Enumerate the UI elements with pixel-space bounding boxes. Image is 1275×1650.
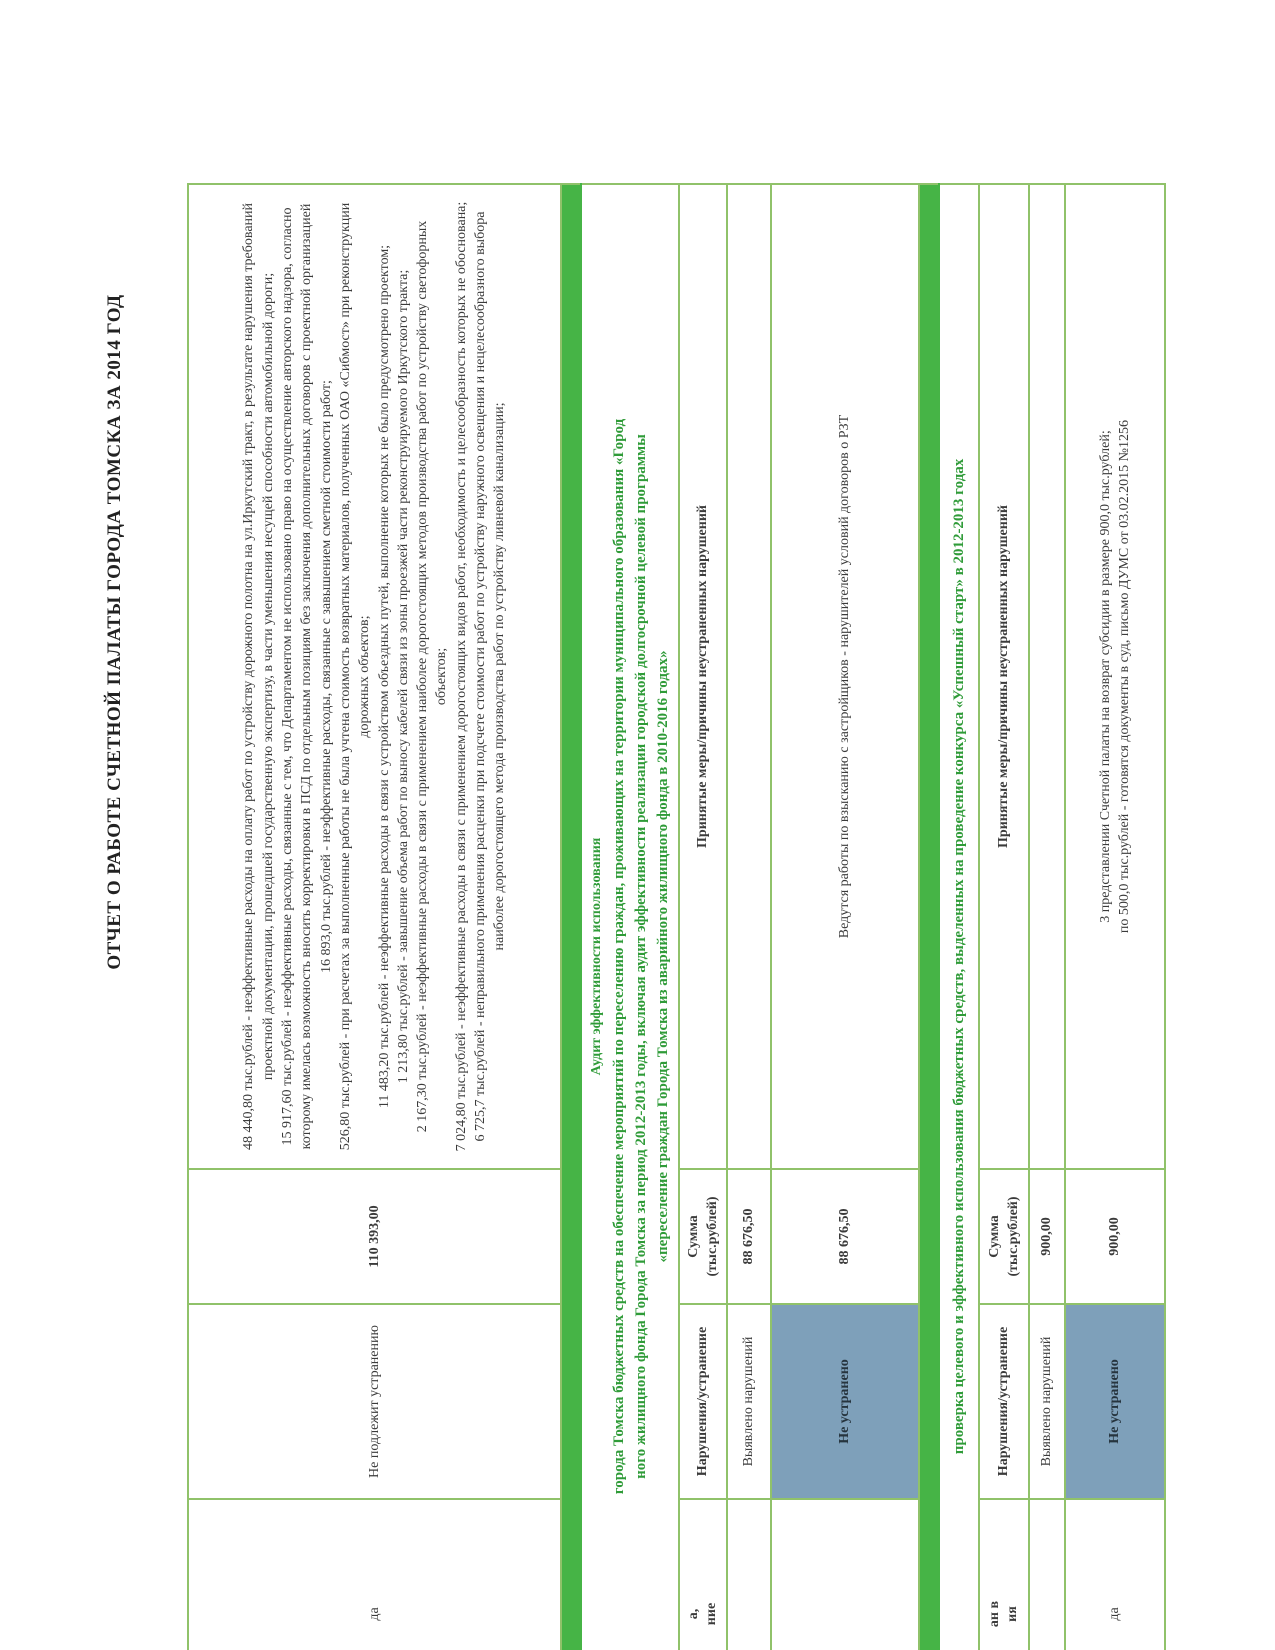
- audit-header-measures: Принятые меры/причины неустраненных нарушений: [679, 184, 727, 1169]
- section-separator-band: [919, 184, 939, 1650]
- measure-paragraph: 526,80 тыс.рублей - при расчетах за выполненные работы не была учтена стоимость возвратных материалов, полученных ОАО «Сибмост» при реконструкции дорожных объектов;: [337, 202, 373, 1151]
- audit-notfixed-label: Не устранено: [771, 1304, 919, 1499]
- measure-paragraph: 15 917,60 тыс.рублей - неэффективные расходы, связанные с тем, что Департаментом не использовано право на осуществление авторского надзора, согласно которому имелась возможность вносить корректировки в ПСД по отдельным позициям без заключения дополнительных договоров с проектной организацией: [280, 203, 315, 1150]
- contest-header-amount: [979, 1169, 1029, 1304]
- contest-section-title-row: [939, 184, 979, 1650]
- clipped-text-fragment: да: [1107, 1607, 1122, 1621]
- carryover-amount-cell: 110 393,00: [188, 1169, 561, 1304]
- amount-header-line: (тыс.рублей): [1006, 1196, 1021, 1277]
- table-row-carryover: [188, 184, 561, 1650]
- contest-notfixed-amount: 900,00: [1065, 1169, 1165, 1304]
- contest-notfixed-object-cell: [1065, 1499, 1165, 1650]
- contest-header-measures: Принятые меры/причины неустраненных нарушений: [979, 184, 1029, 1169]
- section-separator-band: [561, 184, 581, 1650]
- contest-header-row: [979, 184, 1029, 1650]
- clipped-text-fragment: ние: [704, 1602, 719, 1626]
- empty-cell: [1029, 184, 1065, 1169]
- contest-section-title-cell: [939, 184, 979, 1650]
- audit-notfixed-row: [771, 184, 919, 1650]
- empty-cell: [771, 1499, 919, 1650]
- audit-section-heading: Аудит эффективности использования: [589, 837, 604, 1076]
- measure-paragraph: 11 483,20 тыс.рублей - неэффективные расходы в связи с устройством объездных путей, выполнение которых не было предусмотрено проектом;: [376, 244, 392, 1109]
- measure-paragraph: 1 213,80 тыс.рублей - завышение объема работ по выносу кабелей связи из зоны проезжей части реконструируемого Иркутского тракта;: [395, 269, 411, 1084]
- audit-identified-amount: 88 676,50: [727, 1169, 771, 1304]
- amount-header-line: Сумма: [987, 1215, 1002, 1258]
- measure-line: 3 представлении Счетной палаты на возврат субсидии в размере 900,0 тыс.рублей;: [1098, 430, 1113, 923]
- audit-section-title-cell: [581, 184, 679, 1650]
- measure-paragraph: 6 725,7 тыс.рублей - неправильного применения расценки при подсчете стоимости работ по устройству наружного освещения и нецелесообразного выбора наиболее дорогостоящего метода производства работ по устройству ливневой канализации;: [472, 211, 508, 1142]
- clipped-text-fragment: ия: [1005, 1606, 1020, 1622]
- audit-notfixed-measures: Ведутся работы по взысканию с застройщиков - нарушителей условий договоров о РЗТ: [771, 184, 919, 1169]
- contest-notfixed-label: Не устранено: [1065, 1304, 1165, 1499]
- empty-cell: [727, 184, 771, 1169]
- amount-header-line: Сумма: [686, 1215, 701, 1258]
- measure-paragraph: 7 024,80 тыс.рублей - неэффективные расходы в связи с применением дорогостоящих видов работ, необходимость и целесообразность которых не обоснована;: [453, 201, 469, 1152]
- audit-notfixed-amount: 88 676,50: [771, 1169, 919, 1304]
- measure-line: по 500,0 тыс.рублей - готовятся документы в суд, письмо ДУМС от 03.02.2015 №1256: [1117, 419, 1132, 934]
- clipped-text-fragment: ан в: [987, 1600, 1002, 1628]
- contest-notfixed-row: [1065, 184, 1165, 1650]
- amount-header-line: (тыс.рублей): [705, 1196, 720, 1277]
- audit-identified-label: Выявлено нарушений: [727, 1304, 771, 1499]
- empty-cell: [727, 1499, 771, 1650]
- audit-section-title-line: ного жилищного фонда Города Томска за период 2012-2013 годы, включая аудит эффективности реализации городской долгосрочной целевой программы: [633, 434, 649, 1479]
- contest-identified-row: [1029, 184, 1065, 1650]
- document-title: ОТЧЕТ О РАБОТЕ СЧЕТНОЙ ПАЛАТЫ ГОРОДА ТОМСКА ЗА 2014 ГОД: [104, 294, 125, 970]
- contest-identified-label: Выявлено нарушений: [1029, 1304, 1065, 1499]
- audit-header-row: [679, 184, 727, 1650]
- report-table-wrapper: [187, 183, 1166, 1650]
- measure-paragraph: 48 440,80 тыс.рублей - неэффективные расходы на оплату работ по устройству дорожного полотна на ул.Иркутский тракт, в результате нарушения требований проектной документации, прошедшей государственную экспертизу, в части уменьшения несущей способности автомобильной дороги;: [241, 202, 276, 1151]
- green-band-cell: [919, 184, 939, 1650]
- carryover-measures-cell: [188, 184, 561, 1169]
- audit-header-amount: [679, 1169, 727, 1304]
- audit-header-violations: Нарушения/устранение: [679, 1304, 727, 1499]
- clipped-text-fragment: а,: [686, 1608, 701, 1620]
- green-band-cell: [561, 184, 581, 1650]
- carryover-object-cell: [188, 1499, 561, 1650]
- violations-report-table: [187, 183, 1166, 1650]
- contest-header-object-cell: [979, 1499, 1029, 1650]
- audit-identified-row: [727, 184, 771, 1650]
- contest-section-title-line: проверка целевого и эффективного использования бюджетных средств, выделенных на проведение конкурса «Успешный старт» в 2012-2013 годах: [951, 458, 967, 1455]
- audit-section-title-line: города Томска бюджетных средств на обеспечение мероприятий по переселению граждан, проживающих на территории муниципального образования «Город: [611, 418, 627, 1495]
- audit-section-title-row: [581, 184, 679, 1650]
- carryover-status-cell: Не подлежит устранению: [188, 1304, 561, 1499]
- empty-cell: [1029, 1499, 1065, 1650]
- clipped-text-fragment: да: [366, 1607, 382, 1621]
- contest-header-violations: Нарушения/устранение: [979, 1304, 1029, 1499]
- measure-paragraph: 2 167,30 тыс.рублей - неэффективные расходы в связи с применением наиболее дорогостоящих методов производства работ по устройству светофорных объектов;: [415, 220, 450, 1133]
- audit-section-title-line: «переселение граждан Города Томска из аварийного жилищного фонда в 2010-2016 годах»: [655, 650, 671, 1263]
- audit-header-object-cell: [679, 1499, 727, 1650]
- contest-notfixed-measures: [1065, 184, 1165, 1169]
- measure-paragraph: 16 893,0 тыс.рублей - неэффективные расходы, связанные с завышением сметной стоимости работ;: [318, 380, 334, 973]
- contest-identified-amount: 900,00: [1029, 1169, 1065, 1304]
